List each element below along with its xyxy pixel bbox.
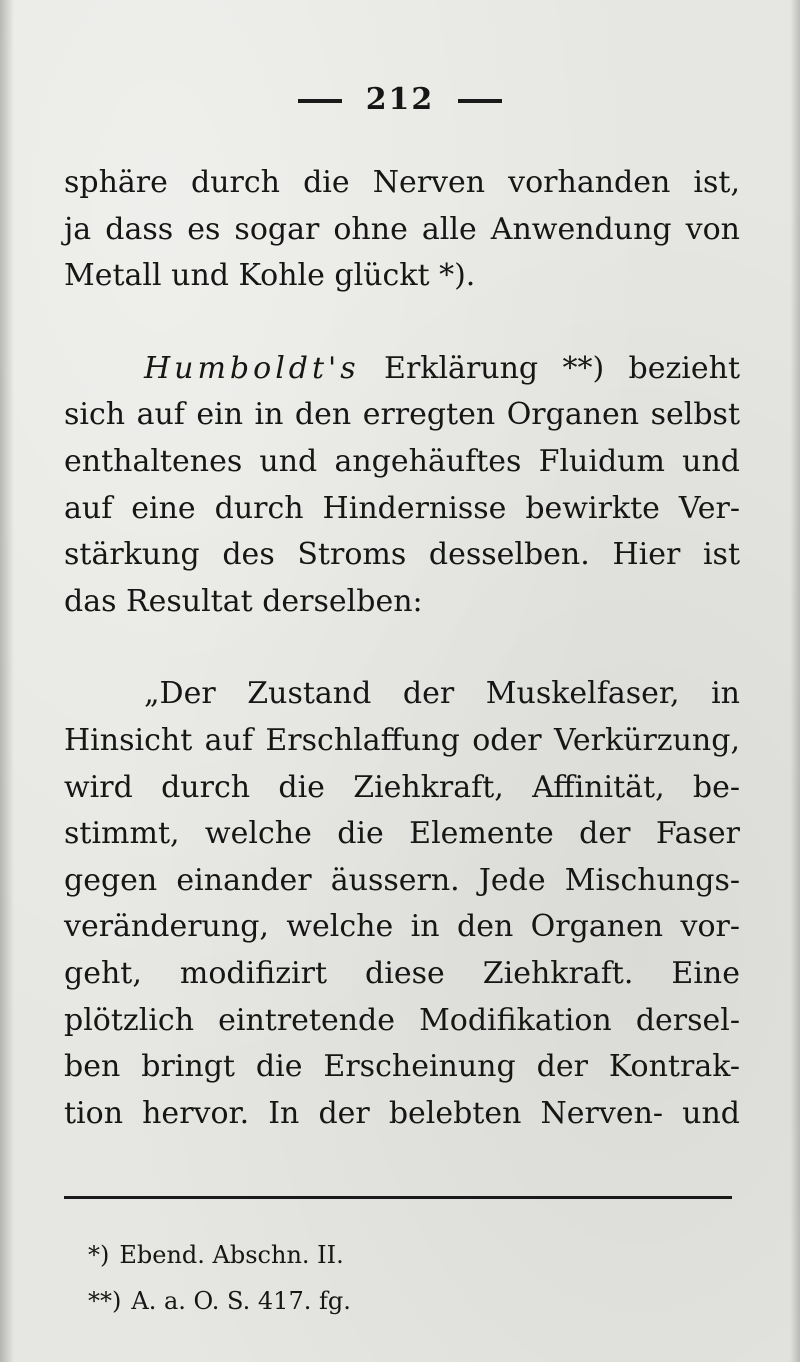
text-line: sphäre durch die Nerven vorhanden ist,: [64, 165, 740, 200]
text-line: geht, modifizirt diese Ziehkraft. Eine: [64, 955, 740, 991]
footnote-mark: *): [88, 1241, 110, 1269]
text-line: Metall und Kohle glückt *).: [64, 258, 476, 294]
text-line: gegen einander äussern. Jede Mischungs-: [64, 862, 740, 898]
text-line: sich auf ein in den erregten Organen selbst: [64, 397, 740, 433]
footnote-mark: **): [88, 1287, 122, 1315]
text-line: wird durch die Ziehkraft, Affinität, be-: [64, 769, 740, 805]
text-line: veränderung, welche in den Organen vor-: [64, 909, 740, 945]
body-text: [64, 160, 740, 1137]
text-line: plötzlich eintretende Modifikation dersel-: [64, 1002, 740, 1038]
header-dash-right: [458, 99, 502, 103]
text-line: stärkung des Stroms desselben. Hier ist: [64, 537, 740, 573]
text-line: ben bringt die Erscheinung der Kontrak-: [64, 1049, 740, 1085]
paragraph-gap: [64, 300, 740, 346]
text-line: [64, 346, 740, 393]
text-line: enthaltenes und angehäuftes Fluidum und: [64, 443, 740, 479]
header-dash-left: [298, 99, 342, 103]
paragraph-gap: [64, 625, 740, 671]
footnote-text: Ebend. Abschn. II.: [119, 1241, 344, 1269]
footnote: [88, 1278, 351, 1324]
text-line: „Der Zustand der Muskelfaser, in: [144, 676, 740, 712]
footnote-rule: [64, 1196, 732, 1199]
footnote: [88, 1232, 351, 1278]
text-line: Hinsicht auf Erschlaffung oder Verkürzung,: [64, 722, 740, 758]
text-line: das Resultat derselben:: [64, 583, 423, 619]
footnotes: [88, 1232, 351, 1324]
spaced-name: Humboldt's: [144, 350, 360, 386]
text-line-rest: Erklärung **) bezieht: [384, 350, 740, 386]
page-header: [0, 82, 800, 117]
footnote-text: A. a. O. S. 417. fg.: [131, 1287, 351, 1315]
text-line: stimmt, welche die Elemente der Faser: [64, 816, 740, 852]
page-number: 212: [365, 82, 435, 117]
text-line: tion hervor. In der belebten Nerven- und: [64, 1095, 740, 1131]
text-line: auf eine durch Hindernisse bewirkte Ver-: [64, 490, 740, 526]
text-line: ja dass es sogar ohne alle Anwendung von: [64, 211, 740, 247]
